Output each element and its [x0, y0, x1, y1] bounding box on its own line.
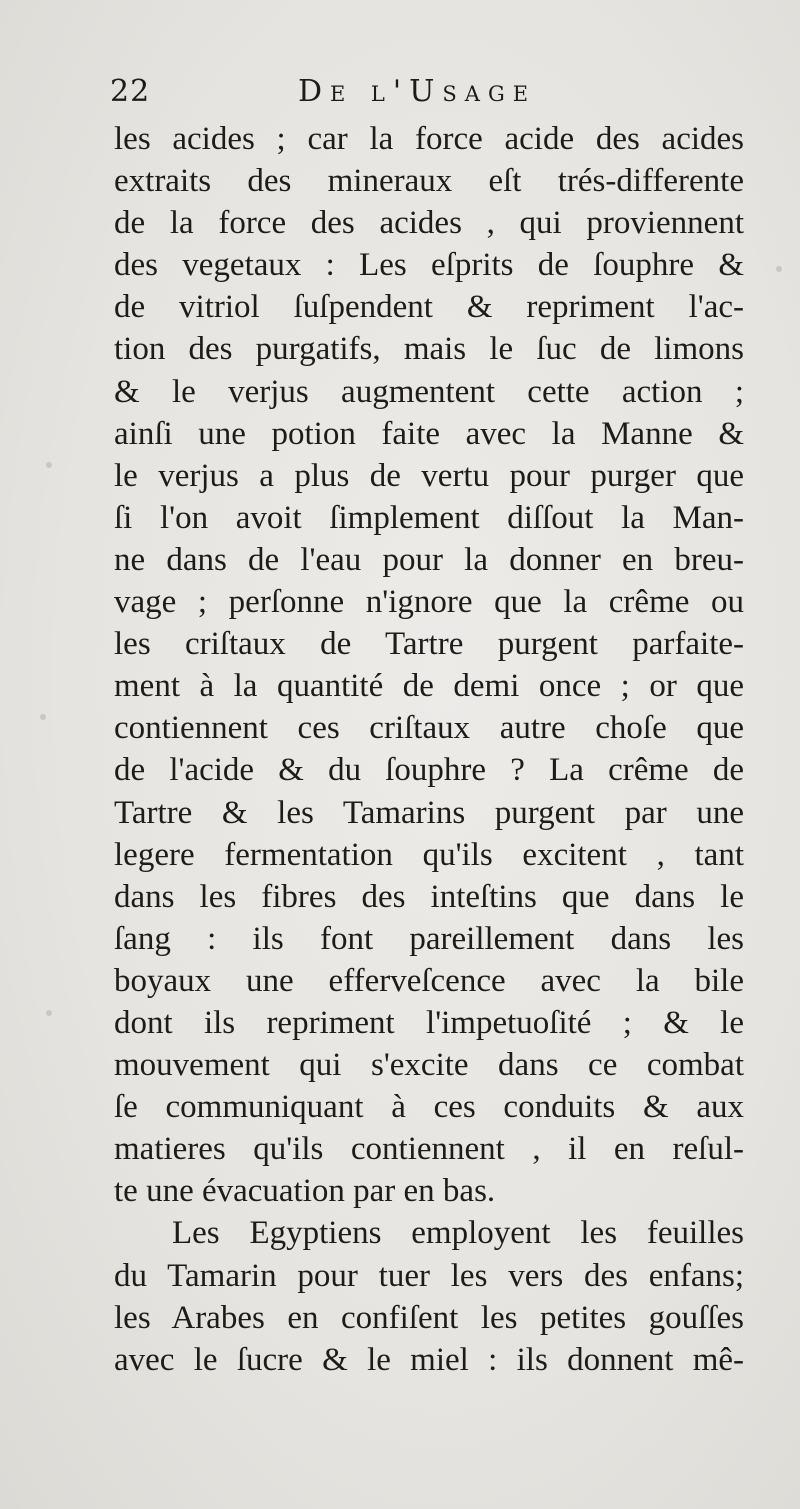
- text-line: & le verjus augmentent cette action ;: [114, 373, 744, 410]
- body-text: [114, 118, 744, 1381]
- text-line: des vegetaux : Les eſprits de ſouphre &: [114, 247, 744, 284]
- text-line: vage ; perſonne n'ignore que la crême ou: [114, 584, 744, 621]
- paragraph-first-line: Les Egyptiens employent les feuilles: [172, 1215, 744, 1252]
- text-line: contiennent ces criſtaux autre choſe que: [114, 710, 744, 747]
- text-line: ment à la quantité de demi once ; or que: [114, 668, 744, 705]
- paper-speck: [46, 1010, 52, 1016]
- text-line: de l'acide & du ſouphre ? La crême de: [114, 752, 744, 789]
- paper-speck: [46, 462, 52, 468]
- text-line: Tartre & les Tamarins purgent par une: [114, 794, 744, 831]
- page-number: 22: [110, 74, 151, 109]
- text-line: de vitriol ſuſpendent & repriment l'ac-: [114, 289, 744, 326]
- text-line: ſi l'on avoit ſimplement diſſout la Man-: [114, 499, 744, 536]
- text-line: ſang : ils font pareillement dans les: [114, 920, 744, 957]
- text-line: dont ils repriment l'impetuoſité ; & le: [114, 1004, 744, 1041]
- page-header: [110, 74, 750, 120]
- text-line: le verjus a plus de vertu pour purger que: [114, 457, 744, 494]
- text-line: ainſi une potion faite avec la Manne &: [114, 415, 744, 452]
- text-line: avec le ſucre & le miel : ils donnent mê-: [114, 1341, 744, 1378]
- text-line: mouvement qui s'excite dans ce combat: [114, 1047, 744, 1084]
- text-line: tion des purgatifs, mais le ſuc de limons: [114, 331, 744, 368]
- paper-speck: [776, 266, 782, 272]
- text-line: du Tamarin pour tuer les vers des enfans;: [114, 1257, 744, 1294]
- paragraph-end-line: te une évacuation par en bas.: [114, 1173, 496, 1210]
- text-line: dans les fibres des inteſtins que dans le: [114, 878, 744, 915]
- text-line: extraits des mineraux eſt trés-differente: [114, 163, 744, 200]
- text-line: matieres qu'ils contiennent , il en reſul-: [114, 1131, 744, 1168]
- text-line: les acides ; car la force acide des acides: [114, 121, 744, 157]
- text-line: legere fermentation qu'ils excitent , tant: [114, 836, 744, 873]
- paper-speck: [40, 714, 46, 720]
- text-line: les criſtaux de Tartre purgent parfaite-: [114, 626, 744, 663]
- running-head: De l'Usage: [298, 74, 537, 109]
- text-line: les Arabes en confiſent les petites gouſſes: [114, 1299, 744, 1336]
- text-line: de la force des acides , qui proviennent: [114, 205, 744, 242]
- text-line: ne dans de l'eau pour la donner en breu-: [114, 541, 744, 578]
- text-line: boyaux une efferveſcence avec la bile: [114, 962, 744, 999]
- text-line: ſe communiquant à ces conduits & aux: [114, 1089, 744, 1126]
